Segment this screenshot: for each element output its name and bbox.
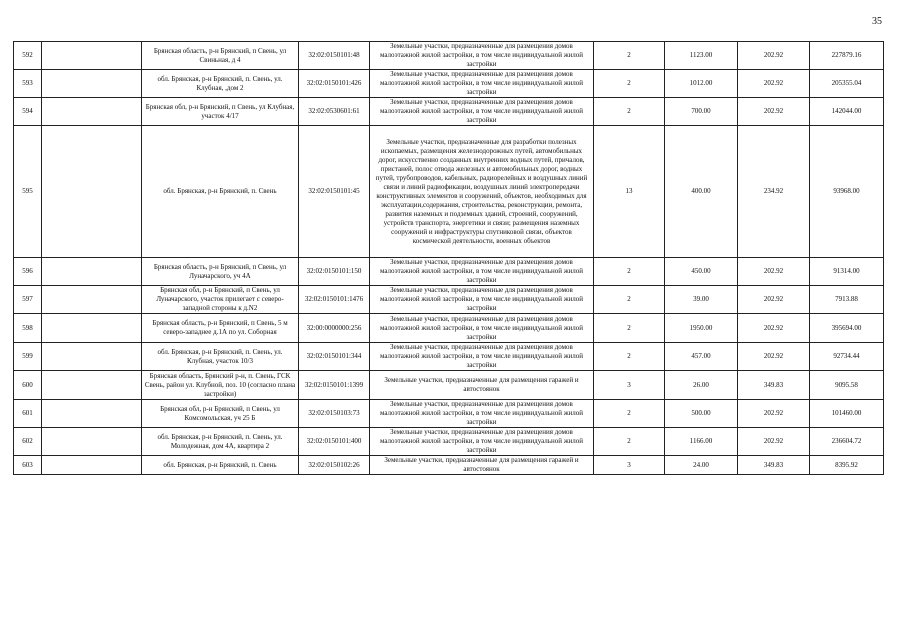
cadastral-number-cell: 32:00:0000000:256 <box>299 314 370 343</box>
address-cell: обл. Брянская, р-н Брянский, п. Свень <box>142 126 299 258</box>
group-cell: 2 <box>594 70 665 98</box>
empty-cell <box>42 42 142 70</box>
cadastral-number-cell: 32:02:0150101:1476 <box>299 286 370 314</box>
group-cell: 2 <box>594 258 665 286</box>
permitted-use-cell: Земельные участки, предназначенные для размещения домов малоэтажной жилой застройки, в том числе индивидуальной жилой застройки <box>370 258 594 286</box>
cadastral-number-cell: 32:02:0150101:48 <box>299 42 370 70</box>
rate-cell: 349.83 <box>738 456 810 475</box>
area-cell: 1166.00 <box>665 428 738 456</box>
group-cell: 2 <box>594 314 665 343</box>
cadastral-value-cell: 205355.04 <box>810 70 884 98</box>
row-number: 598 <box>14 314 42 343</box>
address-cell: обл. Брянская, р-н Брянский, п. Свень <box>142 456 299 475</box>
group-cell: 2 <box>594 286 665 314</box>
area-cell: 1123.00 <box>665 42 738 70</box>
rate-cell: 202.92 <box>738 98 810 126</box>
permitted-use-cell: Земельные участки, предназначенные для размещения домов малоэтажной жилой застройки, в том числе индивидуальной жилой застройки <box>370 70 594 98</box>
address-cell: обл. Брянская, р-н Брянский, п. Свень, ул. Клубная, ,дом 2 <box>142 70 299 98</box>
table-row <box>14 428 884 456</box>
cadastral-number-cell: 32:02:0530601:61 <box>299 98 370 126</box>
group-cell: 2 <box>594 42 665 70</box>
row-number: 599 <box>14 343 42 371</box>
group-cell: 2 <box>594 98 665 126</box>
empty-cell <box>42 371 142 400</box>
permitted-use-cell: Земельные участки, предназначенные для размещения домов малоэтажной жилой застройки, в том числе индивидуальной жилой застройки <box>370 286 594 314</box>
area-cell: 1012.00 <box>665 70 738 98</box>
group-cell: 2 <box>594 343 665 371</box>
permitted-use-cell: Земельные участки, предназначенные для размещения гаражей и автостоянок <box>370 371 594 400</box>
rate-cell: 202.92 <box>738 314 810 343</box>
row-number: 593 <box>14 70 42 98</box>
area-cell: 39.00 <box>665 286 738 314</box>
rate-cell: 349.83 <box>738 371 810 400</box>
address-cell: Брянская область, р-н Брянский, п Свень, ул Луначарского, уч 4А <box>142 258 299 286</box>
cadastral-number-cell: 32:02:0150102:26 <box>299 456 370 475</box>
address-cell: Брянская область, р-н Брянский, п Свень, 5 м северо-западнее д.1А по ул. Соборная <box>142 314 299 343</box>
empty-cell <box>42 400 142 428</box>
table-row <box>14 98 884 126</box>
group-cell: 3 <box>594 371 665 400</box>
group-cell: 13 <box>594 126 665 258</box>
rate-cell: 202.92 <box>738 70 810 98</box>
empty-cell <box>42 286 142 314</box>
address-cell: обл. Брянская, р-н Брянский, п. Свень, ул. Клубная, участок 10/3 <box>142 343 299 371</box>
address-cell: Брянская обл, р-н Брянский, п Свень, ул Клубная, участок 4/17 <box>142 98 299 126</box>
permitted-use-cell: Земельные участки, предназначенные для размещения домов малоэтажной жилой застройки, в том числе индивидуальной жилой застройки <box>370 428 594 456</box>
row-number: 603 <box>14 456 42 475</box>
row-number: 595 <box>14 126 42 258</box>
rate-cell: 202.92 <box>738 258 810 286</box>
cadastral-number-cell: 32:02:0150101:150 <box>299 258 370 286</box>
empty-cell <box>42 70 142 98</box>
empty-cell <box>42 428 142 456</box>
cadastral-value-cell: 395694.00 <box>810 314 884 343</box>
area-cell: 500.00 <box>665 400 738 428</box>
permitted-use-cell: Земельные участки, предназначенные для размещения домов малоэтажной жилой застройки, в том числе индивидуальной жилой застройки <box>370 314 594 343</box>
permitted-use-cell: Земельные участки, предназначенные для разработки полезных ископаемых, размещения железнодорожных путей, автомобильных дорог, искусственно созданных внутренних водных путей, причалов, пристаней, полос отвода железных и автомобильных дорог, водных путей, трубопроводов, кабельных, радиорелейных и воздушных линий связи и линий радиофикации, воздушных линий электропередачи конструктивных элементов и сооружений, объектов, необходимых для эксплуатации,содержания, строительства, реконструкции, ремонта, развития наземных и подземных зданий, строений, сооружений, устройств транспорта, энергетики и связи; размещения наземных сооружений и инфраструктуры спутниковой связи, объектов космической деятельности, военных объектов <box>370 126 594 258</box>
row-number: 596 <box>14 258 42 286</box>
table-row <box>14 371 884 400</box>
row-number: 597 <box>14 286 42 314</box>
cadastral-value-cell: 227879.16 <box>810 42 884 70</box>
land-registry-table <box>13 41 884 475</box>
table-row <box>14 314 884 343</box>
area-cell: 24.00 <box>665 456 738 475</box>
cadastral-value-cell: 8395.92 <box>810 456 884 475</box>
cadastral-number-cell: 32:02:0150103:73 <box>299 400 370 428</box>
table-row <box>14 258 884 286</box>
area-cell: 26.00 <box>665 371 738 400</box>
area-cell: 700.00 <box>665 98 738 126</box>
area-cell: 457.00 <box>665 343 738 371</box>
cadastral-value-cell: 7913.88 <box>810 286 884 314</box>
table-row <box>14 70 884 98</box>
area-cell: 450.00 <box>665 258 738 286</box>
row-number: 600 <box>14 371 42 400</box>
cadastral-value-cell: 92734.44 <box>810 343 884 371</box>
row-number: 592 <box>14 42 42 70</box>
table-row <box>14 343 884 371</box>
empty-cell <box>42 314 142 343</box>
table-row <box>14 126 884 258</box>
cadastral-value-cell: 91314.00 <box>810 258 884 286</box>
permitted-use-cell: Земельные участки, предназначенные для размещения домов малоэтажной жилой застройки, в том числе индивидуальной жилой застройки <box>370 343 594 371</box>
table-body <box>14 42 884 475</box>
table-row <box>14 42 884 70</box>
address-cell: Брянская обл, р-н Брянский, п Свень, ул Луначарского, участок прилегает с северо-западной стороны к д.N2 <box>142 286 299 314</box>
group-cell: 2 <box>594 400 665 428</box>
address-cell: Брянская обл, р-н Брянский, п Свень, ул Комсомольская, уч 25 Б <box>142 400 299 428</box>
cadastral-number-cell: 32:02:0150101:400 <box>299 428 370 456</box>
rate-cell: 234.92 <box>738 126 810 258</box>
cadastral-value-cell: 236604.72 <box>810 428 884 456</box>
row-number: 602 <box>14 428 42 456</box>
cadastral-value-cell: 142044.00 <box>810 98 884 126</box>
row-number: 601 <box>14 400 42 428</box>
rate-cell: 202.92 <box>738 343 810 371</box>
cadastral-value-cell: 93968.00 <box>810 126 884 258</box>
empty-cell <box>42 258 142 286</box>
empty-cell <box>42 456 142 475</box>
address-cell: Брянская область, р-н Брянский, п Свень, ул Свиньная, д 4 <box>142 42 299 70</box>
address-cell: обл. Брянская, р-н Брянский, п. Свень, ул. Молодежная, дом 4А, квартира 2 <box>142 428 299 456</box>
permitted-use-cell: Земельные участки, предназначенные для размещения домов малоэтажной жилой застройки, в том числе индивидуальной жилой застройки <box>370 42 594 70</box>
empty-cell <box>42 126 142 258</box>
row-number: 594 <box>14 98 42 126</box>
area-cell: 400.00 <box>665 126 738 258</box>
rate-cell: 202.92 <box>738 42 810 70</box>
area-cell: 1950.00 <box>665 314 738 343</box>
table-row <box>14 286 884 314</box>
permitted-use-cell: Земельные участки, предназначенные для размещения домов малоэтажной жилой застройки, в том числе индивидуальной жилой застройки <box>370 400 594 428</box>
page-number: 35 <box>872 16 882 27</box>
permitted-use-cell: Земельные участки, предназначенные для размещения гаражей и автостоянок <box>370 456 594 475</box>
cadastral-number-cell: 32:02:0150101:45 <box>299 126 370 258</box>
cadastral-number-cell: 32:02:0150101:344 <box>299 343 370 371</box>
empty-cell <box>42 343 142 371</box>
permitted-use-cell: Земельные участки, предназначенные для размещения домов малоэтажной жилой застройки, в том числе индивидуальной жилой застройки <box>370 98 594 126</box>
rate-cell: 202.92 <box>738 400 810 428</box>
address-cell: Брянская область, Брянский р-н, п. Свень, ГСК Свень, район ул. Клубной, поз. 10 (согласно плана застройки) <box>142 371 299 400</box>
table-row <box>14 400 884 428</box>
rate-cell: 202.92 <box>738 428 810 456</box>
cadastral-value-cell: 9095.58 <box>810 371 884 400</box>
rate-cell: 202.92 <box>738 286 810 314</box>
group-cell: 2 <box>594 428 665 456</box>
empty-cell <box>42 98 142 126</box>
table-row <box>14 456 884 475</box>
cadastral-value-cell: 101460.00 <box>810 400 884 428</box>
cadastral-number-cell: 32:02:0150101:1399 <box>299 371 370 400</box>
group-cell: 3 <box>594 456 665 475</box>
cadastral-number-cell: 32:02:0150101:426 <box>299 70 370 98</box>
